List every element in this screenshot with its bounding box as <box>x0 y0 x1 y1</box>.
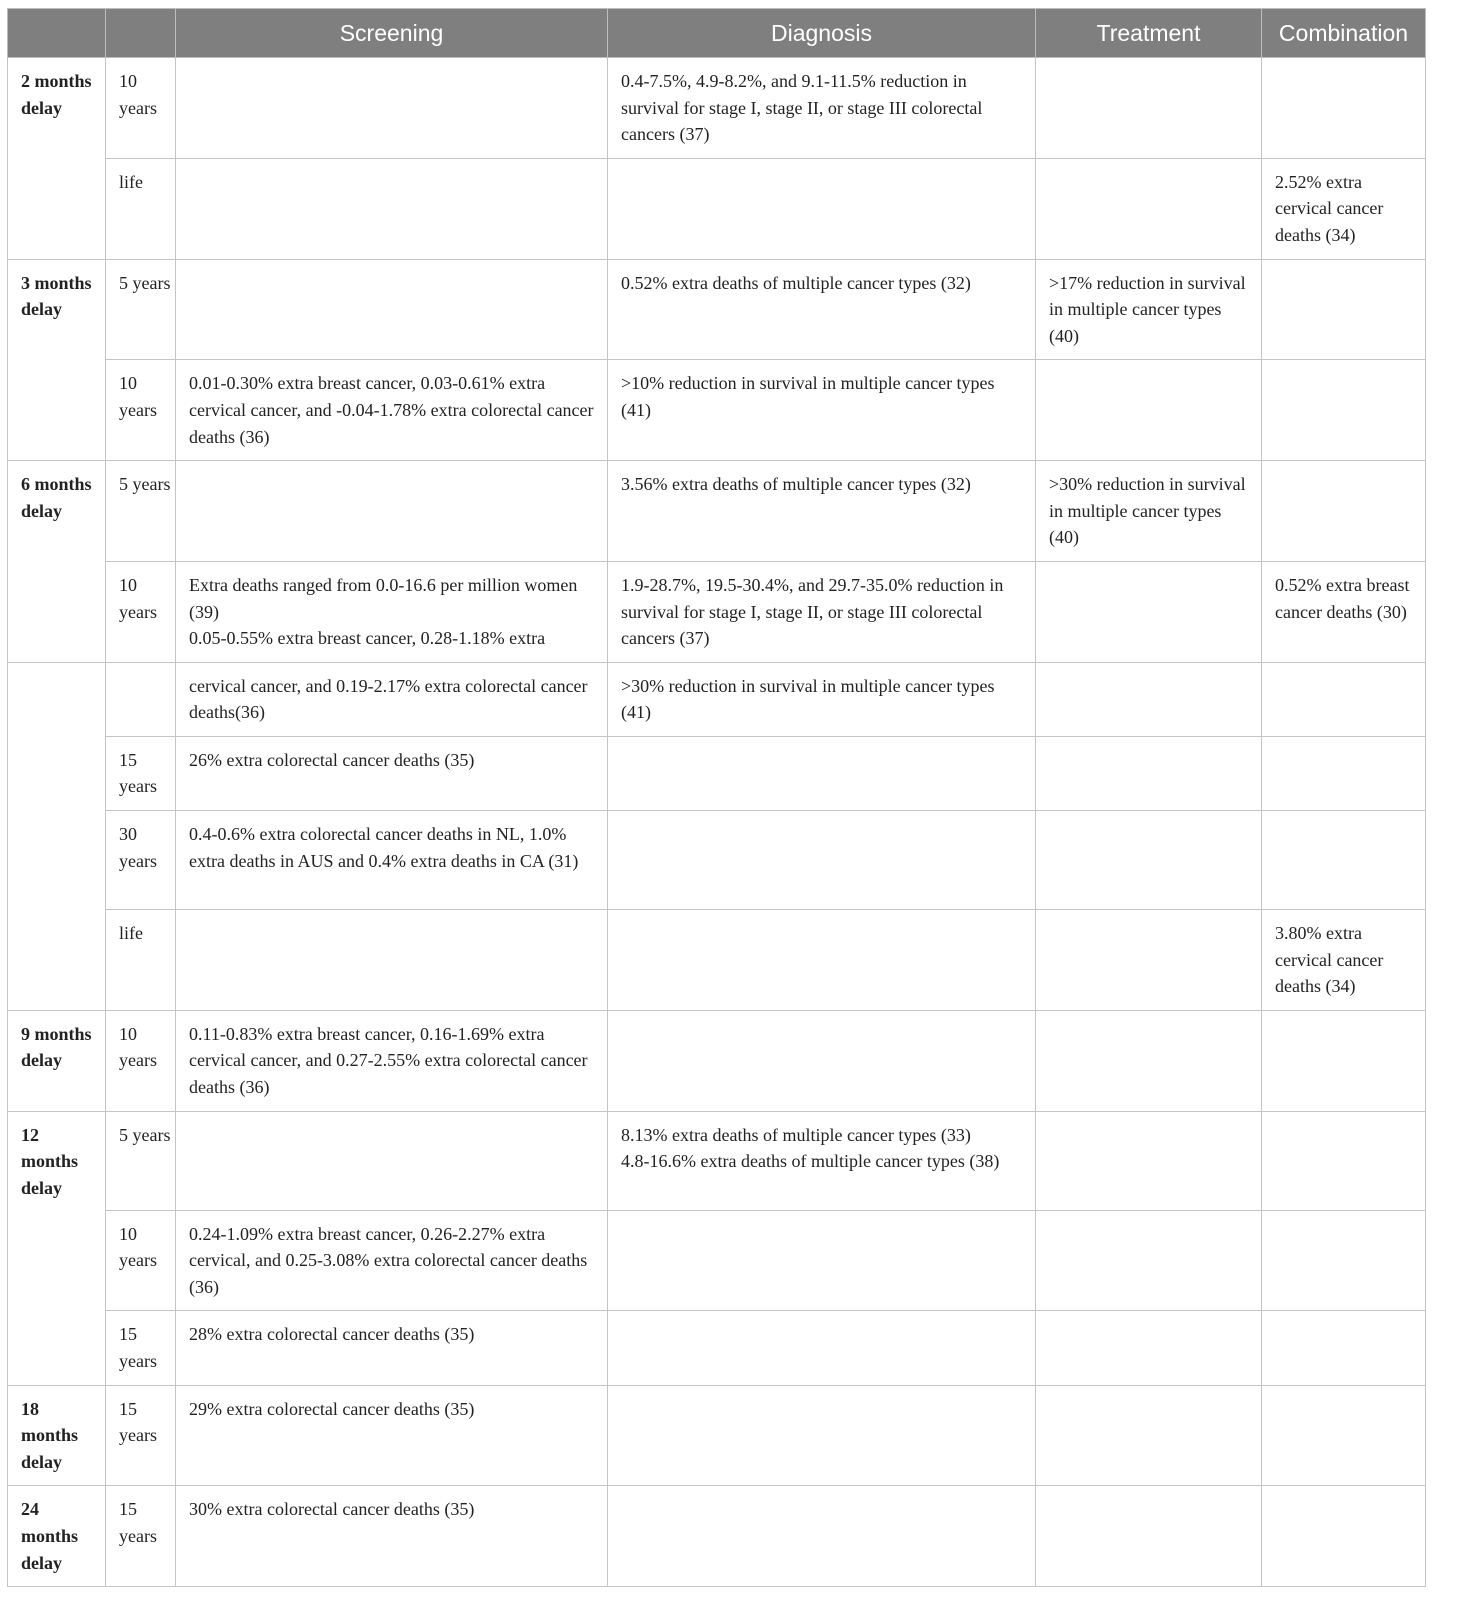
table-row <box>8 1486 1426 1587</box>
period-cell: 15 years <box>106 736 176 810</box>
delay-group-label: 9 months delay <box>8 1010 106 1111</box>
table-row <box>8 910 1426 1011</box>
combination-cell <box>1262 58 1426 159</box>
period-cell: life <box>106 158 176 259</box>
screening-cell <box>176 461 608 562</box>
diagnosis-cell <box>608 1210 1036 1311</box>
period-cell: 10 years <box>106 58 176 159</box>
treatment-cell <box>1036 736 1262 810</box>
header-period-blank <box>106 9 176 58</box>
table-row <box>8 1385 1426 1486</box>
screening-cell <box>176 58 608 159</box>
diagnosis-cell: 0.4-7.5%, 4.9-8.2%, and 9.1-11.5% reduction in survival for stage I, stage II, or stage III colorectal cancers (37) <box>608 58 1036 159</box>
table-row <box>8 1210 1426 1311</box>
diagnosis-cell <box>608 1385 1036 1486</box>
screening-cell: cervical cancer, and 0.19-2.17% extra colorectal cancer deaths(36) <box>176 662 608 736</box>
period-cell: 15 years <box>106 1385 176 1486</box>
diagnosis-cell <box>608 1486 1036 1587</box>
combination-cell <box>1262 461 1426 562</box>
delay-group-label: 3 months delay <box>8 259 106 461</box>
table-row <box>8 561 1426 662</box>
combination-cell <box>1262 1385 1426 1486</box>
treatment-cell <box>1036 662 1262 736</box>
combination-cell <box>1262 662 1426 736</box>
screening-line: Extra deaths ranged from 0.0-16.6 per million women (39) <box>189 574 578 622</box>
header-treatment: Treatment <box>1036 9 1262 58</box>
screening-cell: 0.11-0.83% extra breast cancer, 0.16-1.69% extra cervical cancer, and 0.27-2.55% extra colorectal cancer deaths (36) <box>176 1010 608 1111</box>
period-cell: 5 years <box>106 259 176 360</box>
diagnosis-cell: 0.52% extra deaths of multiple cancer types (32) <box>608 259 1036 360</box>
table-row <box>8 259 1426 360</box>
header-row <box>8 9 1426 58</box>
table-row <box>8 736 1426 810</box>
period-cell: 5 years <box>106 461 176 562</box>
screening-cell: 30% extra colorectal cancer deaths (35) <box>176 1486 608 1587</box>
screening-cell <box>176 561 608 662</box>
diagnosis-cell <box>608 158 1036 259</box>
combination-cell <box>1262 1311 1426 1385</box>
screening-cell: 0.24-1.09% extra breast cancer, 0.26-2.27% extra cervical, and 0.25-3.08% extra colorectal cancer deaths (36) <box>176 1210 608 1311</box>
treatment-cell: >30% reduction in survival in multiple cancer types (40) <box>1036 461 1262 562</box>
treatment-cell: >17% reduction in survival in multiple cancer types (40) <box>1036 259 1262 360</box>
combination-cell <box>1262 1010 1426 1111</box>
screening-cell <box>176 259 608 360</box>
diagnosis-line: 4.8-16.6% extra deaths of multiple cancer types (38) <box>621 1151 1000 1172</box>
combination-cell <box>1262 1486 1426 1587</box>
screening-cell: 28% extra colorectal cancer deaths (35) <box>176 1311 608 1385</box>
header-blank <box>8 9 106 58</box>
period-cell: 10 years <box>106 561 176 662</box>
screening-cell <box>176 910 608 1011</box>
table-row <box>8 1311 1426 1385</box>
table-row <box>8 58 1426 159</box>
diagnosis-cell: 1.9-28.7%, 19.5-30.4%, and 29.7-35.0% reduction in survival for stage I, stage II, or stage III colorectal cancers (37) <box>608 561 1036 662</box>
delay-group-label: 6 months delay <box>8 461 106 663</box>
treatment-cell <box>1036 1311 1262 1385</box>
delay-group-label: 18 months delay <box>8 1385 106 1486</box>
combination-cell: 2.52% extra cervical cancer deaths (34) <box>1262 158 1426 259</box>
screening-cell: 26% extra colorectal cancer deaths (35) <box>176 736 608 810</box>
delay-group-label-continued <box>8 662 106 1010</box>
treatment-cell <box>1036 1385 1262 1486</box>
table-row <box>8 811 1426 910</box>
results-table <box>7 8 1426 1587</box>
diagnosis-cell: 3.56% extra deaths of multiple cancer types (32) <box>608 461 1036 562</box>
header-combination: Combination <box>1262 9 1426 58</box>
combination-cell <box>1262 259 1426 360</box>
screening-cell: 0.01-0.30% extra breast cancer, 0.03-0.61% extra cervical cancer, and -0.04-1.78% extra colorectal cancer deaths (36) <box>176 360 608 461</box>
delay-group-label: 2 months delay <box>8 58 106 260</box>
period-cell: 10 years <box>106 1010 176 1111</box>
diagnosis-line: 8.13% extra deaths of multiple cancer types (33) <box>621 1124 971 1145</box>
treatment-cell <box>1036 1010 1262 1111</box>
combination-cell <box>1262 736 1426 810</box>
treatment-cell <box>1036 158 1262 259</box>
period-cell <box>106 662 176 736</box>
diagnosis-cell <box>608 910 1036 1011</box>
treatment-cell <box>1036 561 1262 662</box>
period-cell: 15 years <box>106 1486 176 1587</box>
table-row <box>8 360 1426 461</box>
period-cell: 30 years <box>106 811 176 910</box>
period-cell: 10 years <box>106 1210 176 1311</box>
combination-cell <box>1262 1111 1426 1210</box>
treatment-cell <box>1036 58 1262 159</box>
treatment-cell <box>1036 811 1262 910</box>
combination-cell <box>1262 1210 1426 1311</box>
diagnosis-cell <box>608 1311 1036 1385</box>
diagnosis-cell <box>608 1111 1036 1210</box>
screening-cell <box>176 158 608 259</box>
period-cell: life <box>106 910 176 1011</box>
table-row <box>8 1010 1426 1111</box>
table-row <box>8 158 1426 259</box>
treatment-cell <box>1036 910 1262 1011</box>
header-diagnosis: Diagnosis <box>608 9 1036 58</box>
table-row <box>8 1111 1426 1210</box>
period-cell: 5 years <box>106 1111 176 1210</box>
diagnosis-cell: >30% reduction in survival in multiple cancer types (41) <box>608 662 1036 736</box>
combination-cell: 3.80% extra cervical cancer deaths (34) <box>1262 910 1426 1011</box>
screening-cell: 0.4-0.6% extra colorectal cancer deaths in NL, 1.0% extra deaths in AUS and 0.4% extra deaths in CA (31) <box>176 811 608 910</box>
combination-cell <box>1262 811 1426 910</box>
period-cell: 15 years <box>106 1311 176 1385</box>
screening-cell: 29% extra colorectal cancer deaths (35) <box>176 1385 608 1486</box>
diagnosis-cell <box>608 736 1036 810</box>
table-row <box>8 662 1426 736</box>
treatment-cell <box>1036 1210 1262 1311</box>
header-screening: Screening <box>176 9 608 58</box>
delay-group-label: 12 months delay <box>8 1111 106 1385</box>
table-row <box>8 461 1426 562</box>
combination-cell: 0.52% extra breast cancer deaths (30) <box>1262 561 1426 662</box>
screening-cell <box>176 1111 608 1210</box>
delay-group-label: 24 months delay <box>8 1486 106 1587</box>
screening-line: 0.05-0.55% extra breast cancer, 0.28-1.18% extra <box>189 628 546 649</box>
diagnosis-cell: >10% reduction in survival in multiple cancer types (41) <box>608 360 1036 461</box>
treatment-cell <box>1036 1111 1262 1210</box>
diagnosis-cell <box>608 811 1036 910</box>
combination-cell <box>1262 360 1426 461</box>
period-cell: 10 years <box>106 360 176 461</box>
treatment-cell <box>1036 360 1262 461</box>
diagnosis-cell <box>608 1010 1036 1111</box>
treatment-cell <box>1036 1486 1262 1587</box>
